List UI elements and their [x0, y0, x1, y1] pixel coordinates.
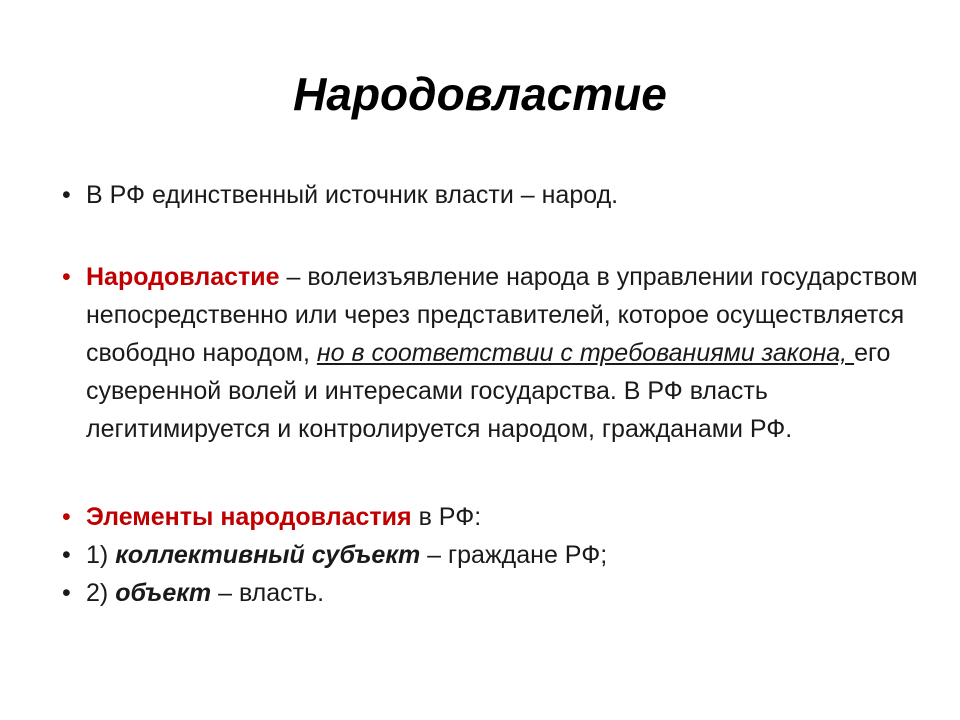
- bullet-text: В РФ единственный источник власти – народ.: [86, 181, 619, 209]
- definition-text-part2: его суверенной волей и интересами государства. В РФ власть легитимируется и контролируется народом, гражданами РФ.: [86, 339, 891, 443]
- element-1-rest: – граждане РФ;: [420, 541, 608, 569]
- term-elements: Элементы народовластия: [86, 503, 412, 531]
- element-2-rest: – власть.: [211, 579, 325, 607]
- bullet-elements-heading: [60, 498, 940, 536]
- element-2-number: 2): [86, 579, 116, 607]
- bullet-element-2: [60, 574, 940, 612]
- definition-underlined-text: но в соответствии с требованиями закона,: [316, 339, 855, 367]
- element-1-number: 1): [86, 541, 116, 569]
- elements-rest-text: в РФ:: [411, 503, 482, 531]
- definition-text-part1: – волеизъявление народа в управлении государством непосредственно или через представителей, которое осуществляется свободно народом,: [86, 263, 918, 367]
- element-2-term: объект: [115, 579, 212, 607]
- bullet-definition: [60, 258, 940, 448]
- bullet-source-of-power: [60, 176, 940, 214]
- slide-title: Народовластие: [293, 68, 667, 120]
- element-1-term: коллективный субъект: [115, 541, 421, 569]
- bullet-list: [60, 176, 940, 612]
- term-narodovlastie: Народовластие: [86, 263, 280, 291]
- bullet-element-1: [60, 536, 940, 574]
